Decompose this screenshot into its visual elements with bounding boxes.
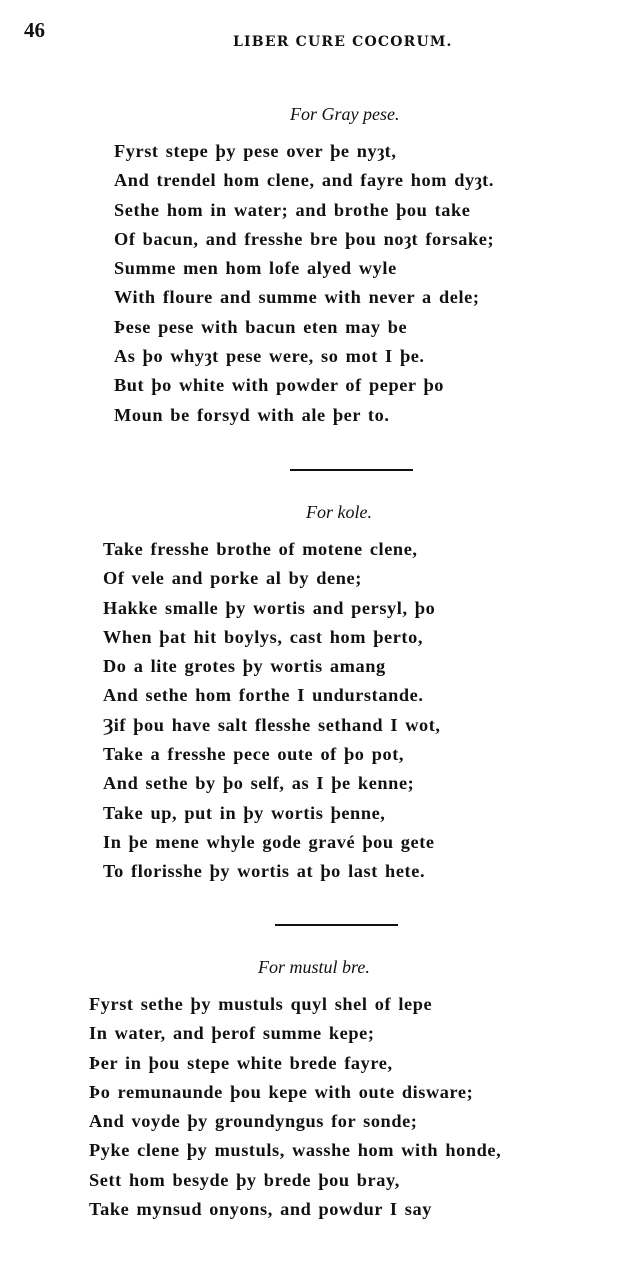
recipe-body: [89, 990, 501, 1224]
verse-line: In water, and þerof summe kepe;: [89, 1023, 375, 1044]
verse-line: And trendel hom clene, and fayre hom dyȝt.: [114, 170, 495, 191]
verse-line: Take mynsud onyons, and powdur I say: [89, 1199, 432, 1220]
verse-line: Sethe hom in water; and brothe þou take: [114, 199, 471, 220]
section-divider: [275, 924, 398, 926]
verse-line: When þat hit boylys, cast hom þerto,: [103, 626, 424, 647]
verse-line: Sett hom besyde þy brede þou bray,: [89, 1169, 400, 1190]
running-head: LIBER CURE COCORUM.: [233, 34, 453, 50]
page-number: 46: [24, 18, 45, 42]
recipe-title: For mustul bre.: [258, 957, 370, 977]
verse-line: Summe men hom lofe alyed wyle: [114, 258, 397, 279]
section-divider: [290, 469, 413, 471]
recipe-body: [114, 137, 494, 430]
verse-line: Take fresshe brothe of motene clene,: [103, 539, 418, 559]
verse-line: In þe mene whyle gode gravé þou gete: [103, 831, 435, 852]
verse-line: Fyrst sethe þy mustuls quyl shel of lepe: [89, 994, 433, 1014]
verse-line: Of bacun, and fresshe bre þou noȝt forsake;: [114, 228, 495, 249]
verse-line: With floure and summe with never a dele;: [114, 287, 480, 308]
verse-line: Of vele and porke al by dene;: [103, 568, 362, 589]
recipe-body: [103, 535, 441, 887]
verse-line: Take a fresshe pece oute of þo pot,: [103, 744, 405, 765]
recipe-title: For kole.: [306, 502, 372, 522]
verse-line: Þo remunaunde þou kepe with oute disware;: [89, 1081, 474, 1102]
verse-line: Take up, put in þy wortis þenne,: [103, 802, 386, 823]
verse-line: But þo white with powder of peper þo: [114, 375, 444, 396]
verse-line: Þese pese with bacun eten may be: [114, 316, 408, 337]
verse-line: Do a lite grotes þy wortis amang: [103, 656, 386, 677]
verse-line: Ȝif þou have salt flesshe sethand I wot,: [103, 714, 441, 735]
verse-line: Fyrst stepe þy pese over þe nyȝt,: [114, 141, 397, 161]
verse-line: As þo whyȝt pese were, so mot I þe.: [114, 346, 425, 367]
verse-line: Pyke clene þy mustuls, wasshe hom with honde,: [89, 1140, 502, 1161]
verse-line: Moun be forsyd with ale þer to.: [114, 404, 390, 425]
verse-line: To florisshe þy wortis at þo last hete.: [103, 861, 426, 882]
verse-line: Þer in þou stepe white brede fayre,: [89, 1052, 393, 1073]
recipe-title: For Gray pese.: [290, 104, 400, 124]
verse-line: And sethe hom forthe I undurstande.: [103, 685, 424, 706]
verse-line: Hakke smalle þy wortis and persyl, þo: [103, 597, 436, 618]
verse-line: And voyde þy groundyngus for sonde;: [89, 1111, 418, 1132]
verse-line: And sethe by þo self, as I þe kenne;: [103, 773, 415, 794]
